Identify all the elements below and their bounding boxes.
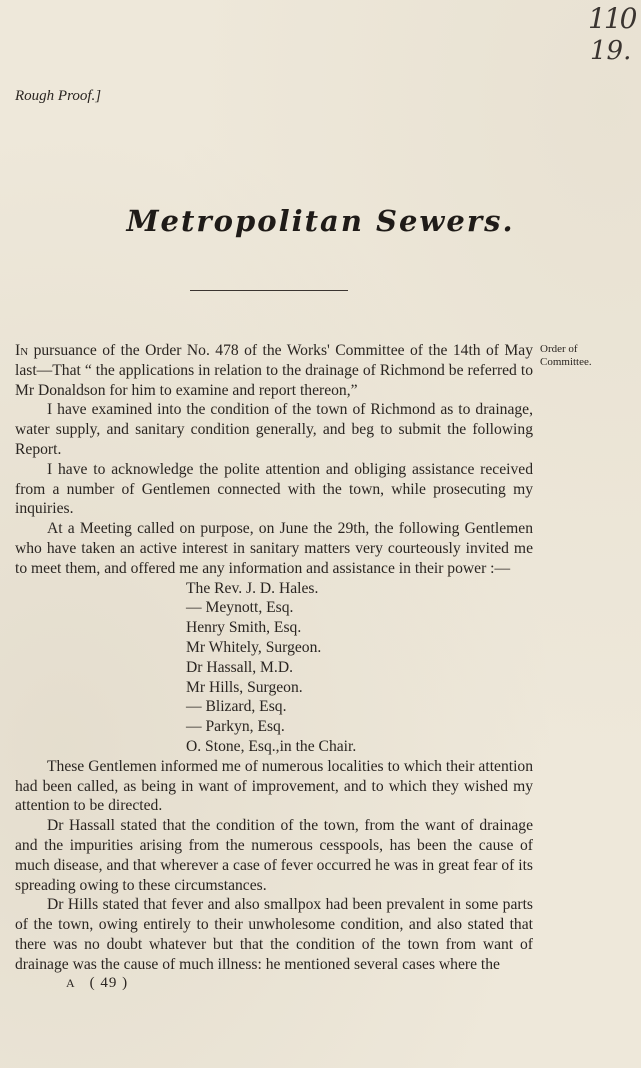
- paragraph-4: At a Meeting called on purpose, on June the 29th, the following Gentlemen who have taken an active interest in sanitary matters very courteously invited me to meet them, and offered me any information and assistance in their power :—: [15, 520, 533, 577]
- page-footer: [66, 975, 128, 992]
- rough-proof-note: Rough Proof.]: [15, 88, 102, 104]
- handwritten-number-top: 110: [588, 2, 636, 35]
- page-number: ( 49 ): [89, 975, 129, 991]
- list-item: O. Stone, Esq.,in the Chair.: [186, 737, 357, 755]
- signature-mark: A: [66, 976, 76, 990]
- paragraph-1-text: pursuance of the Order No. 478 of the Works' Committee of the 14th of May last—That “ the applications in relation to the drainage of Richmond be referred to Mr Donaldson for him to examine and report thereon,”: [15, 342, 533, 399]
- paragraph-6: Dr Hassall stated that the condition of the town, from the want of drainage and the impurities arising from the numerous cesspools, has been the cause of much disease, and that wherever a case of fever occurred he was in great fear of its spreading owing to these circumstances.: [15, 817, 533, 894]
- list-item: Henry Smith, Esq.: [186, 619, 302, 637]
- page-title: Metropolitan Sewers.: [126, 204, 515, 238]
- report-body: [15, 341, 533, 975]
- list-item: Mr Whitely, Surgeon.: [186, 638, 322, 656]
- title-rule: [190, 290, 348, 291]
- margin-note: Order of Committee.: [540, 343, 592, 368]
- list-item: — Meynott, Esq.: [186, 599, 294, 617]
- list-item: — Blizard, Esq.: [186, 698, 287, 716]
- list-item: — Parkyn, Esq.: [186, 718, 285, 736]
- paragraph-2: I have examined into the condition of the town of Richmond as to drainage, water supply, and sanitary condition generally, and beg to submit the following Report.: [15, 401, 533, 458]
- paragraph-1-lead: In: [15, 342, 29, 359]
- paragraph-7: Dr Hills stated that fever and also smallpox had been prevalent in some parts of the town, owing entirely to their unwholesome condition, and also stated that there was no doubt whatever but that the condition of the town from want of drainage was the cause of much illness: he mentioned several cases where the: [15, 896, 533, 973]
- handwritten-number-second: 19.: [590, 36, 632, 66]
- list-item: The Rev. J. D. Hales.: [186, 579, 319, 597]
- list-item: Dr Hassall, M.D.: [186, 658, 293, 676]
- paragraph-1: [15, 341, 533, 400]
- paragraph-3: I have to acknowledge the polite attention and obliging assistance received from a number of Gentlemen connected with the town, while prosecuting my inquiries.: [15, 460, 533, 518]
- list-item: Mr Hills, Surgeon.: [186, 678, 303, 696]
- paragraph-5: These Gentlemen informed me of numerous localities to which their attention had been called, as being in want of improvement, and to which they wished my attention to be directed.: [15, 757, 533, 815]
- gentlemen-list: [15, 579, 533, 757]
